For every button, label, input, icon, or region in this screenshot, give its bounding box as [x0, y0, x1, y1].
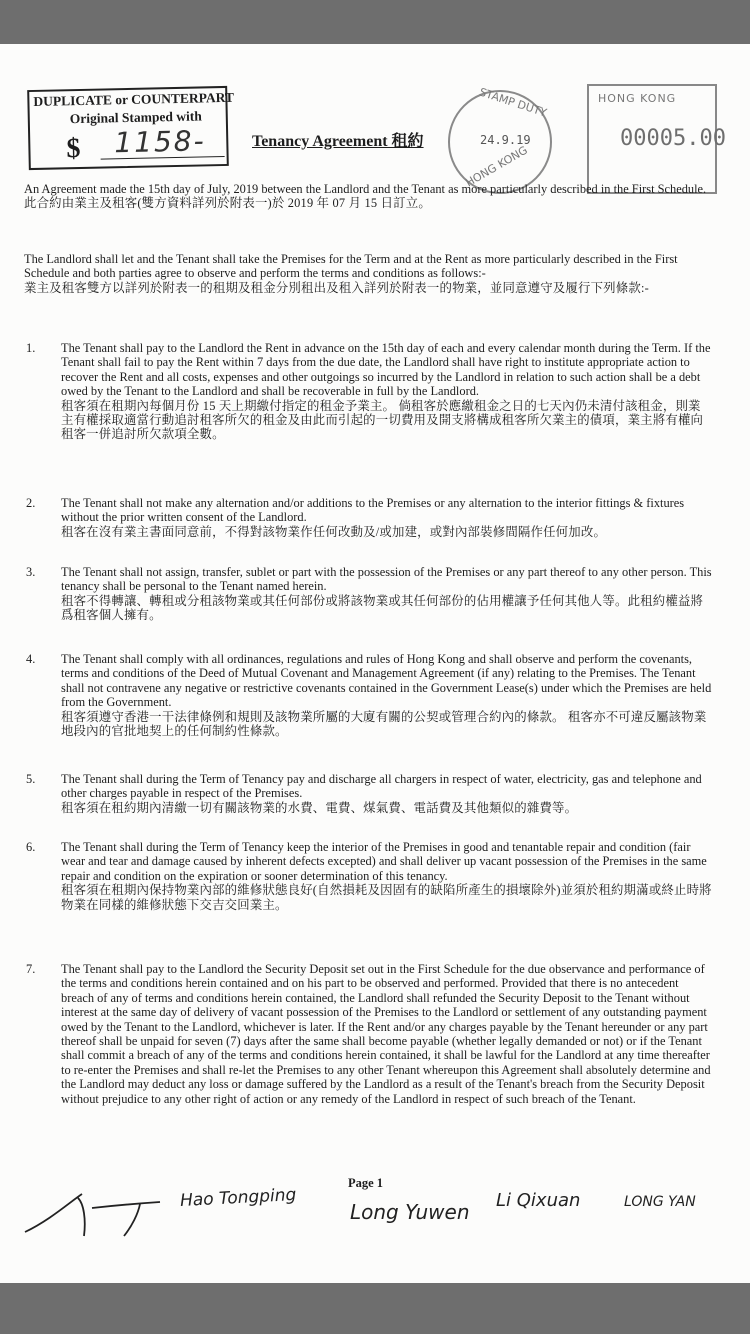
signature-1: Hao Tongping: [179, 1184, 297, 1212]
clause-number: 6.: [26, 840, 36, 854]
clause-english: The Tenant shall during the Term of Tenancy pay and discharge all chargers in respect of water, electricity, gas and telephone and other charges payable in respect of the Premises.: [61, 772, 702, 801]
terms-paragraph: [24, 252, 714, 295]
duplicate-label: DUPLICATE or COUNTERPART: [33, 89, 235, 109]
clause-7: [26, 962, 712, 1106]
clause-chinese: 租客須在租期內每個月份 15 天上期繳付指定的租金予業主。 倘租客於應繳租金之日的七天內仍未清付該租金，則業主有權採取適當行動追討租客所欠的租金及由此而引起的一切費用及開支將構成租客所欠業主的債項，業主將有權向租客一併追討所欠款項全數。: [61, 398, 704, 442]
revenue-stamp-label: HONG KONG: [598, 92, 677, 105]
signature-4: LONG YAN: [624, 1194, 696, 1210]
stamp-duty-label: STAMP DUTY: [477, 85, 549, 120]
clause-number: 4.: [26, 652, 36, 666]
clause-chinese: 租客須在租期內保持物業內部的維修狀態良好(自然損耗及因固有的缺陷所產生的損壞除外)並須於租約期滿或終止時將物業在同樣的維修狀態下交吉交回業主。: [61, 883, 712, 912]
clause-english: The Tenant shall during the Term of Tenancy keep the interior of the Premises in good and tenantable repair and condition (fair wear and tear and damage caused by inherent defects excepted) and shall deliver up vacant possession of the Premises in the same repair and condition on the expiration or sooner determination of this tenancy.: [61, 840, 707, 883]
clause-chinese: 租客須在租約期內清繳一切有關該物業的水費、電費、煤氣費、電話費及其他類似的雜費等。: [61, 800, 578, 815]
intro-paragraph: [24, 182, 714, 211]
clause-chinese: 租客須遵守香港一干法律條例和規則及該物業所屬的大廈有關的公契或管理合約內的條款。 租客亦不可違反屬該物業地段內的官批地契上的任何制約性條款。: [61, 709, 707, 739]
stamp-hk-label: HONG KONG: [463, 143, 530, 190]
clause-number: 2.: [26, 496, 36, 510]
clause-2: [26, 496, 712, 539]
clause-number: 5.: [26, 772, 36, 786]
clause-english: The Tenant shall pay to the Landlord the Security Deposit set out in the First Schedule for the due observance and performance of the terms and conditions herein contained and on his part to be observed and performed. Provided that there is no antecedent breach of any of terms and conditions herein contained, the Landlord shall refunded the Security Deposit to the Tenant without interest at the same day of delivery of vacant possession of the Premises to the Landlord or settlement of any outstanding payment owed by the Tenant to the Landlord, whichever is later. If the Rent and/or any charges payable by the Tenant hereunder or any part thereof shall be unpaid for seven (7) days after the same shall become payable (whether legally demanded or not) or if the Tenant shall commit a breach of any of the terms and conditions herein contained, it shall be lawful for the Landlord at any time thereafter to re-enter the Premises and shall re-let the Premises to any other Tenant whereupon this Agreement shall absolutely determine and the Landlord may deduct any loss or damage suffered by the Landlord as a result of the Tenant's breach from the Security Deposit without prejudice to any other right of action or any remedy of the Landlord in respect of such breach of the Tenant.: [61, 962, 711, 1106]
terms-english: The Landlord shall let and the Tenant shall take the Premises for the Term and at the Rent as more particularly described in the First Schedule and both parties agree to observe and perform the terms and conditions as follows:-: [24, 252, 678, 281]
clause-6: [26, 840, 712, 912]
top-bar: [0, 0, 750, 44]
clause-5: [26, 772, 712, 815]
clause-number: 1.: [26, 341, 36, 355]
clause-chinese: 租客不得轉讓、轉租或分租該物業或其任何部份或將該物業或其任何部份的佔用權讓予任何其他人等。此租約權益將爲租客個人擁有。: [61, 593, 704, 623]
clause-english: The Tenant shall not assign, transfer, sublet or part with the possession of the Premises or any part thereof to any other person. This tenancy shall be personal to the Tenant named herein.: [61, 565, 712, 594]
page-number: Page 1: [348, 1176, 384, 1190]
signature-scribble: [20, 1180, 170, 1240]
clause-4: [26, 652, 712, 738]
clause-number: 3.: [26, 565, 36, 579]
revenue-stamp-amount: 00005.00: [620, 126, 726, 151]
document-title: Tenancy Agreement 租約: [252, 133, 424, 150]
clause-1: [26, 341, 712, 442]
duplicate-stamp-box: [27, 86, 235, 170]
bottom-bar: [0, 1283, 750, 1334]
dollar-sign: $: [66, 133, 81, 165]
signature-2: Long Yuwen: [350, 1200, 470, 1224]
clause-english: The Tenant shall comply with all ordinances, regulations and rules of Hong Kong and shall observe and perform the covenants, terms and conditions of the Deed of Mutual Covenant and Management Agreement (if any) relating to the Premises. The Tenant shall not contravene any negative or restrictive covenants contained in the Government Lease(s) under which the Premises are held from the Government.: [61, 652, 712, 710]
clause-number: 7.: [26, 962, 36, 976]
clause-3: [26, 565, 712, 623]
clause-chinese: 租客在沒有業主書面同意前，不得對該物業作任何改動及/或加建，或對內部裝修間隔作任何加改。: [61, 524, 607, 539]
clause-english: The Tenant shall pay to the Landlord the Rent in advance on the 15th day of each and every calendar month during the Term. If the Tenant shall fail to pay the Rent within 7 days from the due date, the Landlord shall have right to institute appropriate action to recover the Rent and all costs, expenses and other outgoings so incurred by the Landlord in relation to such action shall be a debt owed by the Tenant to the Landlord and shall be recoverable in full by the Landlord.: [61, 341, 711, 399]
stamp-date: 24.9.19: [480, 133, 531, 147]
intro-chinese: 此合約由業主及租客(雙方資料詳列於附表一)於 2019 年 07 月 15 日訂立。: [24, 196, 431, 211]
original-stamped-label: Original Stamped with: [69, 108, 202, 127]
stamped-amount: 1158-: [113, 124, 207, 160]
terms-chinese: 業主及租客雙方以詳列於附表一的租期及租金分別租出及租入詳列於附表一的物業，並同意遵守及履行下列條款:-: [24, 280, 649, 295]
signature-3: Li Qixuan: [496, 1190, 581, 1211]
intro-english: An Agreement made the 15th day of July, 2019 between the Landlord and the Tenant as more particularly described in the First Schedule.: [24, 182, 707, 196]
clause-english: The Tenant shall not make any alternation and/or additions to the Premises or any alternation to the interior fittings & fixtures without the prior written consent of the Landlord.: [61, 496, 685, 525]
